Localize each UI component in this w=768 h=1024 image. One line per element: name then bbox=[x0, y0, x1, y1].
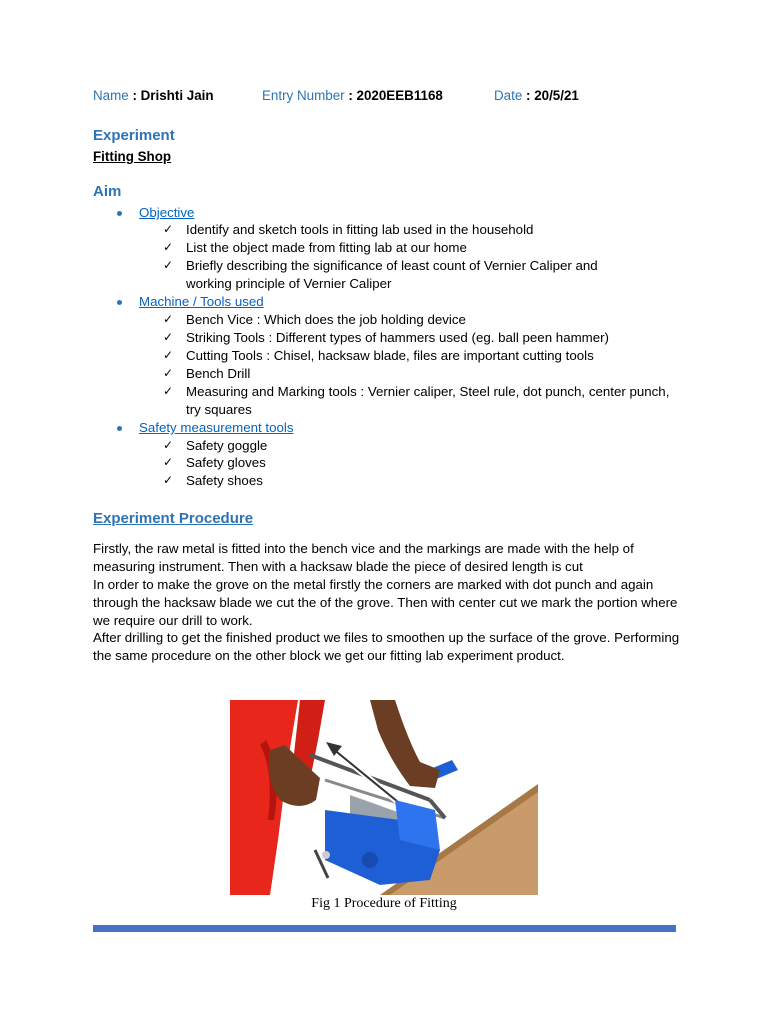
experiment-heading: Experiment bbox=[93, 127, 175, 144]
section-label[interactable]: Safety measurement tools bbox=[139, 420, 294, 435]
section-label[interactable]: Objective bbox=[139, 205, 195, 220]
list-item-text: Safety goggle bbox=[186, 438, 268, 453]
checkmark-icon: ✓ bbox=[163, 222, 174, 236]
name-value: : Drishti Jain bbox=[128, 88, 214, 103]
list-item-text: Bench Drill bbox=[186, 366, 251, 381]
list-item-text: List the object made from fitting lab at our home bbox=[186, 240, 467, 255]
checkmark-icon: ✓ bbox=[163, 455, 174, 469]
checkmark-icon: ✓ bbox=[163, 366, 174, 380]
list-item-text: Identify and sketch tools in fitting lab used in the household bbox=[186, 222, 534, 237]
checkmark-icon: ✓ bbox=[163, 438, 174, 452]
date-value: : 20/5/21 bbox=[522, 88, 579, 103]
procedure-heading: Experiment Procedure bbox=[93, 510, 254, 527]
header-name bbox=[93, 88, 214, 103]
right-arm bbox=[370, 700, 440, 788]
bullet-icon bbox=[117, 426, 122, 431]
figure-caption: Fig 1 Procedure of Fitting bbox=[311, 896, 457, 911]
bullet-icon bbox=[117, 300, 122, 305]
checkmark-icon: ✓ bbox=[163, 312, 174, 326]
footer-divider bbox=[93, 925, 676, 932]
checkmark-icon: ✓ bbox=[163, 348, 174, 362]
list-item-text: Cutting Tools : Chisel, hacksaw blade, files are important cutting tools bbox=[186, 348, 594, 363]
checkmark-icon: ✓ bbox=[163, 330, 174, 344]
checkmark-icon: ✓ bbox=[163, 258, 174, 272]
list-item-text: Safety shoes bbox=[186, 473, 263, 488]
list-item-text: Striking Tools : Different types of hammers used (eg. ball peen hammer) bbox=[186, 330, 609, 345]
experiment-title: Fitting Shop bbox=[93, 149, 172, 164]
header-date bbox=[494, 88, 579, 103]
header-entry bbox=[262, 88, 443, 103]
bullet-icon bbox=[117, 211, 122, 216]
entry-number-label: Entry Number bbox=[262, 88, 345, 103]
entry-number-value: : 2020EEB1168 bbox=[344, 88, 443, 103]
name-label: Name bbox=[93, 88, 129, 103]
list-item-text: Briefly describing the significance of least count of Vernier Caliper and working principle of Vernier Caliper bbox=[186, 258, 598, 291]
list-item-text: Measuring and Marking tools : Vernier caliper, Steel rule, dot punch, center punch, try squares bbox=[186, 384, 670, 417]
fitting-illustration-svg bbox=[230, 700, 538, 895]
checkmark-icon: ✓ bbox=[163, 384, 174, 398]
fitting-illustration bbox=[230, 700, 538, 895]
date-label: Date bbox=[494, 88, 523, 103]
section-label[interactable]: Machine / Tools used bbox=[139, 294, 264, 309]
list-item-text: Safety gloves bbox=[186, 455, 266, 470]
list-item-text: Bench Vice : Which does the job holding device bbox=[186, 312, 466, 327]
checkmark-icon: ✓ bbox=[163, 473, 174, 487]
vice-bolt bbox=[362, 852, 378, 868]
procedure-paragraph: Firstly, the raw metal is fitted into the bench vice and the markings are made with the help of measuring instrument. Then with a hacksaw blade the piece of desired length is cut bbox=[93, 541, 634, 574]
aim-heading: Aim bbox=[93, 183, 122, 200]
procedure-paragraph: In order to make the grove on the metal firstly the corners are marked with dot punch and again through the hacksaw blade we cut the of the grove. Then with center cut we mark the portion where we require our drill to work. bbox=[93, 577, 678, 628]
checkmark-icon: ✓ bbox=[163, 240, 174, 254]
procedure-paragraph: After drilling to get the finished product we files to smoothen up the surface of the grove. Performing the same procedure on the other block we get our fitting lab experiment product. bbox=[93, 630, 680, 663]
vice-handle-knob bbox=[322, 851, 330, 859]
